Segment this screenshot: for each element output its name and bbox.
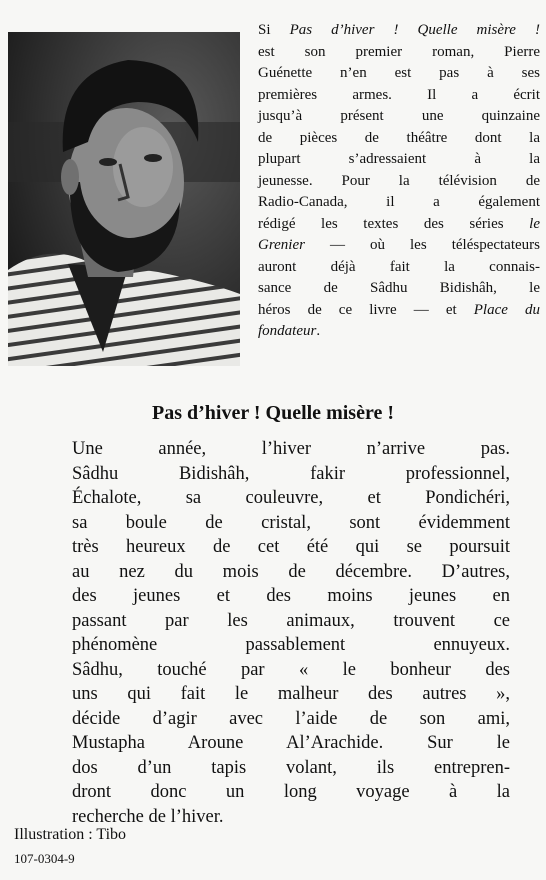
catalog-code: 107-0304-9 bbox=[14, 851, 75, 866]
synopsis-line: décide d’agir avec l’aide de son ami, bbox=[72, 708, 510, 729]
synopsis-line: Sâdhu Bidishâh, fakir professionnel, bbox=[72, 463, 510, 484]
synopsis-line: très heureux de cet été qui se poursuit bbox=[72, 537, 510, 557]
bio-text: Radio-Canada, il a également bbox=[258, 194, 540, 210]
bio-line bbox=[258, 278, 540, 300]
bio-line bbox=[258, 214, 540, 236]
synopsis-line: recherche de l’hiver. bbox=[72, 806, 224, 827]
synopsis-line: Sâdhu, touché par « le bonheur des bbox=[72, 659, 510, 680]
bio-line bbox=[258, 235, 540, 257]
bio-line bbox=[258, 149, 540, 171]
bio-line bbox=[258, 257, 540, 279]
bio-line bbox=[258, 300, 540, 322]
bio-text: de pièces de théâtre dont la bbox=[258, 129, 540, 146]
bio-text: sance de Sâdhu Bidishâh, le bbox=[258, 280, 540, 296]
synopsis-line: au nez du mois de décembre. D’autres, bbox=[72, 561, 510, 582]
bio-line bbox=[258, 42, 540, 64]
synopsis-line: des jeunes et des moins jeunes en bbox=[72, 586, 510, 606]
illustration-credit: Illustration : Tibo bbox=[14, 826, 127, 843]
bio-text: auront déjà fait la connais- bbox=[258, 258, 540, 275]
bio-text: jeunesse. Pour la télévision de bbox=[258, 172, 540, 189]
bio-line bbox=[258, 106, 540, 128]
bio-line bbox=[258, 63, 540, 85]
bio-text: premières armes. Il a écrit bbox=[258, 86, 540, 103]
synopsis-line: Mustapha Aroune Al’Arachide. Sur le bbox=[72, 733, 510, 753]
bio-line bbox=[258, 128, 540, 150]
synopsis-line: Une année, l’hiver n’arrive pas. bbox=[72, 439, 510, 459]
bio-text: — où les téléspectateurs bbox=[304, 237, 540, 253]
bio-italic-text: le bbox=[529, 215, 540, 232]
bio-line bbox=[258, 321, 540, 343]
synopsis-line: dos d’un tapis volant, ils entrepren- bbox=[72, 757, 510, 778]
bio-text: héros de ce livre — et bbox=[258, 301, 474, 318]
bio-italic-text: Place du bbox=[473, 301, 540, 318]
bio-line bbox=[258, 20, 540, 42]
bio-line bbox=[258, 171, 540, 193]
bio-text: Si bbox=[258, 22, 290, 38]
bio-text: Guénette n’en est pas à ses bbox=[258, 65, 540, 81]
bio-text: rédigé les textes des séries bbox=[258, 215, 530, 232]
synopsis bbox=[72, 437, 510, 829]
book-title: Pas d’hiver ! Quelle misère ! bbox=[152, 402, 394, 424]
bio-line bbox=[258, 192, 540, 214]
synopsis-line: passant par les animaux, trouvent ce bbox=[72, 610, 510, 631]
synopsis-line: phénomène passablement ennuyeux. bbox=[72, 635, 510, 655]
bio-text: est son premier roman, Pierre bbox=[258, 43, 540, 60]
bio-text: plupart s’adressaient à la bbox=[258, 151, 540, 167]
bio-text: . bbox=[316, 323, 321, 339]
bio-text: jusqu’à présent une quinzaine bbox=[258, 108, 540, 124]
synopsis-line: Échalote, sa couleuvre, et Pondichéri, bbox=[72, 488, 510, 508]
synopsis-line: sa boule de cristal, sont évidemment bbox=[72, 512, 510, 533]
bio-italic-text: Pas d’hiver ! Quelle misère ! bbox=[289, 22, 540, 38]
author-photo bbox=[8, 32, 240, 366]
author-bio bbox=[258, 20, 540, 343]
synopsis-line: dront donc un long voyage à la bbox=[72, 782, 510, 802]
bio-italic-text: fondateur bbox=[258, 323, 317, 339]
bio-italic-text: Grenier bbox=[258, 237, 305, 253]
synopsis-line: uns qui fait le malheur des autres », bbox=[72, 684, 510, 704]
bio-line bbox=[258, 85, 540, 107]
